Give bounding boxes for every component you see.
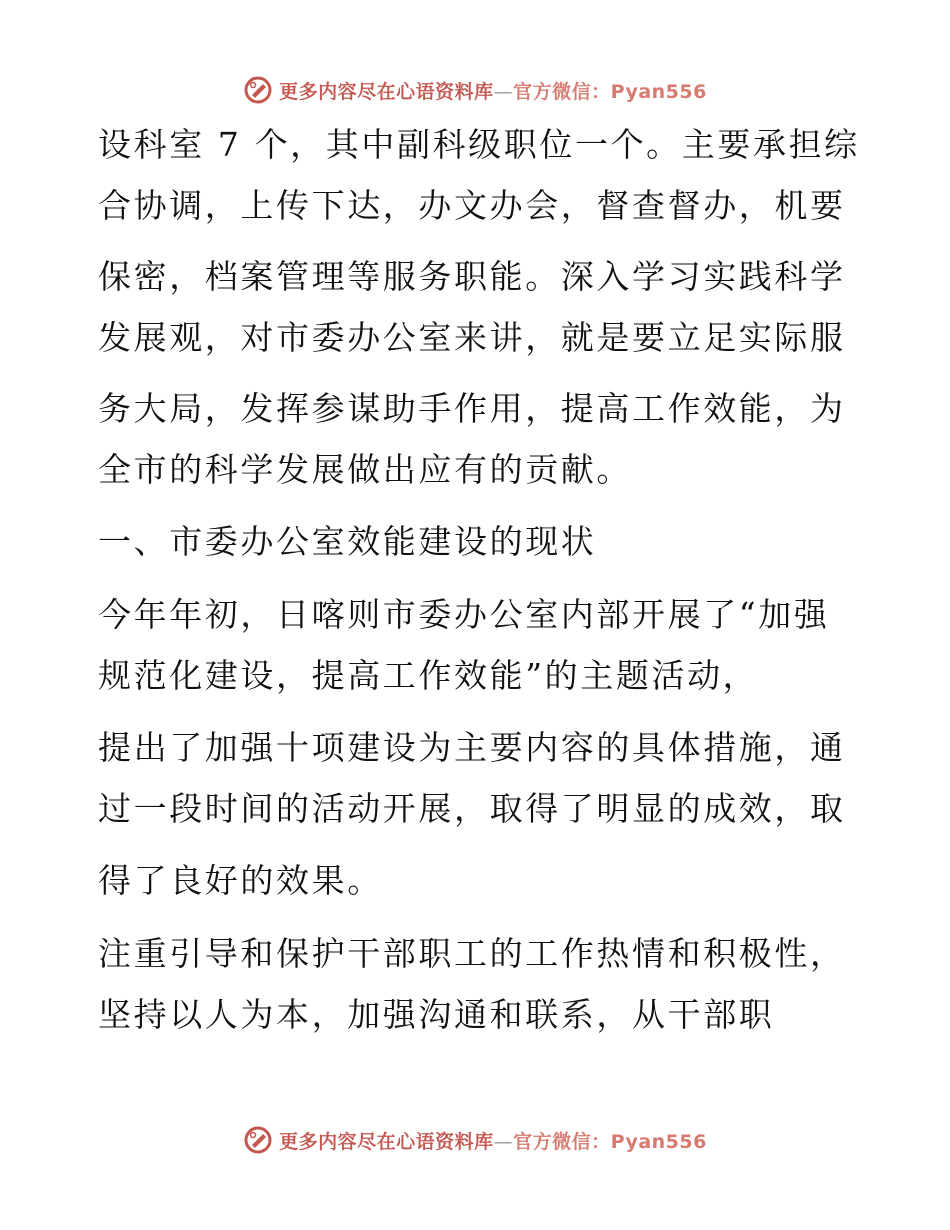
header-wechat-id: Pyan556 [610, 80, 707, 103]
header-banner-text [279, 77, 707, 104]
body-line: 坚持以人为本，加强沟通和联系，从干部职 [98, 995, 775, 1034]
body-line: 全市的科学发展做出应有的贡献。 [98, 450, 632, 489]
logo-icon [243, 1125, 273, 1155]
body-line: 规范化建设，提高工作效能”的主题活动， [98, 656, 759, 695]
body-line: 设科室 7 个，其中副科级职位一个。主要承担综 [98, 125, 860, 164]
header-dash: — [493, 80, 514, 103]
body-line: 务大局，发挥参谋助手作用，提高工作效能，为 [98, 389, 846, 428]
body-line: 发展观，对市委办公室来讲，就是要立足实际服 [98, 318, 846, 357]
header-promo: 更多内容尽在心语资料库 [279, 80, 494, 103]
body-line: 保密，档案管理等服务职能。深入学习实践科学 [98, 257, 846, 296]
footer-dash: — [493, 1130, 514, 1153]
body-line: 提出了加强十项建设为主要内容的具体措施，通 [98, 728, 846, 767]
footer-banner [0, 1120, 950, 1160]
body-line: 今年年初，日喀则市委办公室内部开展了“加强 [98, 595, 830, 634]
logo-icon [243, 75, 273, 105]
body-line: 过一段时间的活动开展，取得了明显的成效，取 [98, 789, 846, 828]
body-line: 合协调，上传下达，办文办会，督查督办，机要 [98, 186, 846, 225]
body-line: 得了良好的效果。 [98, 861, 383, 900]
footer-promo: 更多内容尽在心语资料库 [279, 1130, 494, 1153]
section-heading: 一、市委办公室效能建设的现状 [98, 522, 597, 561]
header-wechat-label: 官方微信： [513, 80, 611, 103]
footer-wechat-id: Pyan556 [610, 1130, 707, 1153]
footer-wechat-label: 官方微信： [513, 1130, 611, 1153]
body-line: 注重引导和保护干部职工的工作热情和积极性， [98, 934, 846, 973]
footer-banner-text [279, 1127, 707, 1154]
header-banner [0, 70, 950, 110]
